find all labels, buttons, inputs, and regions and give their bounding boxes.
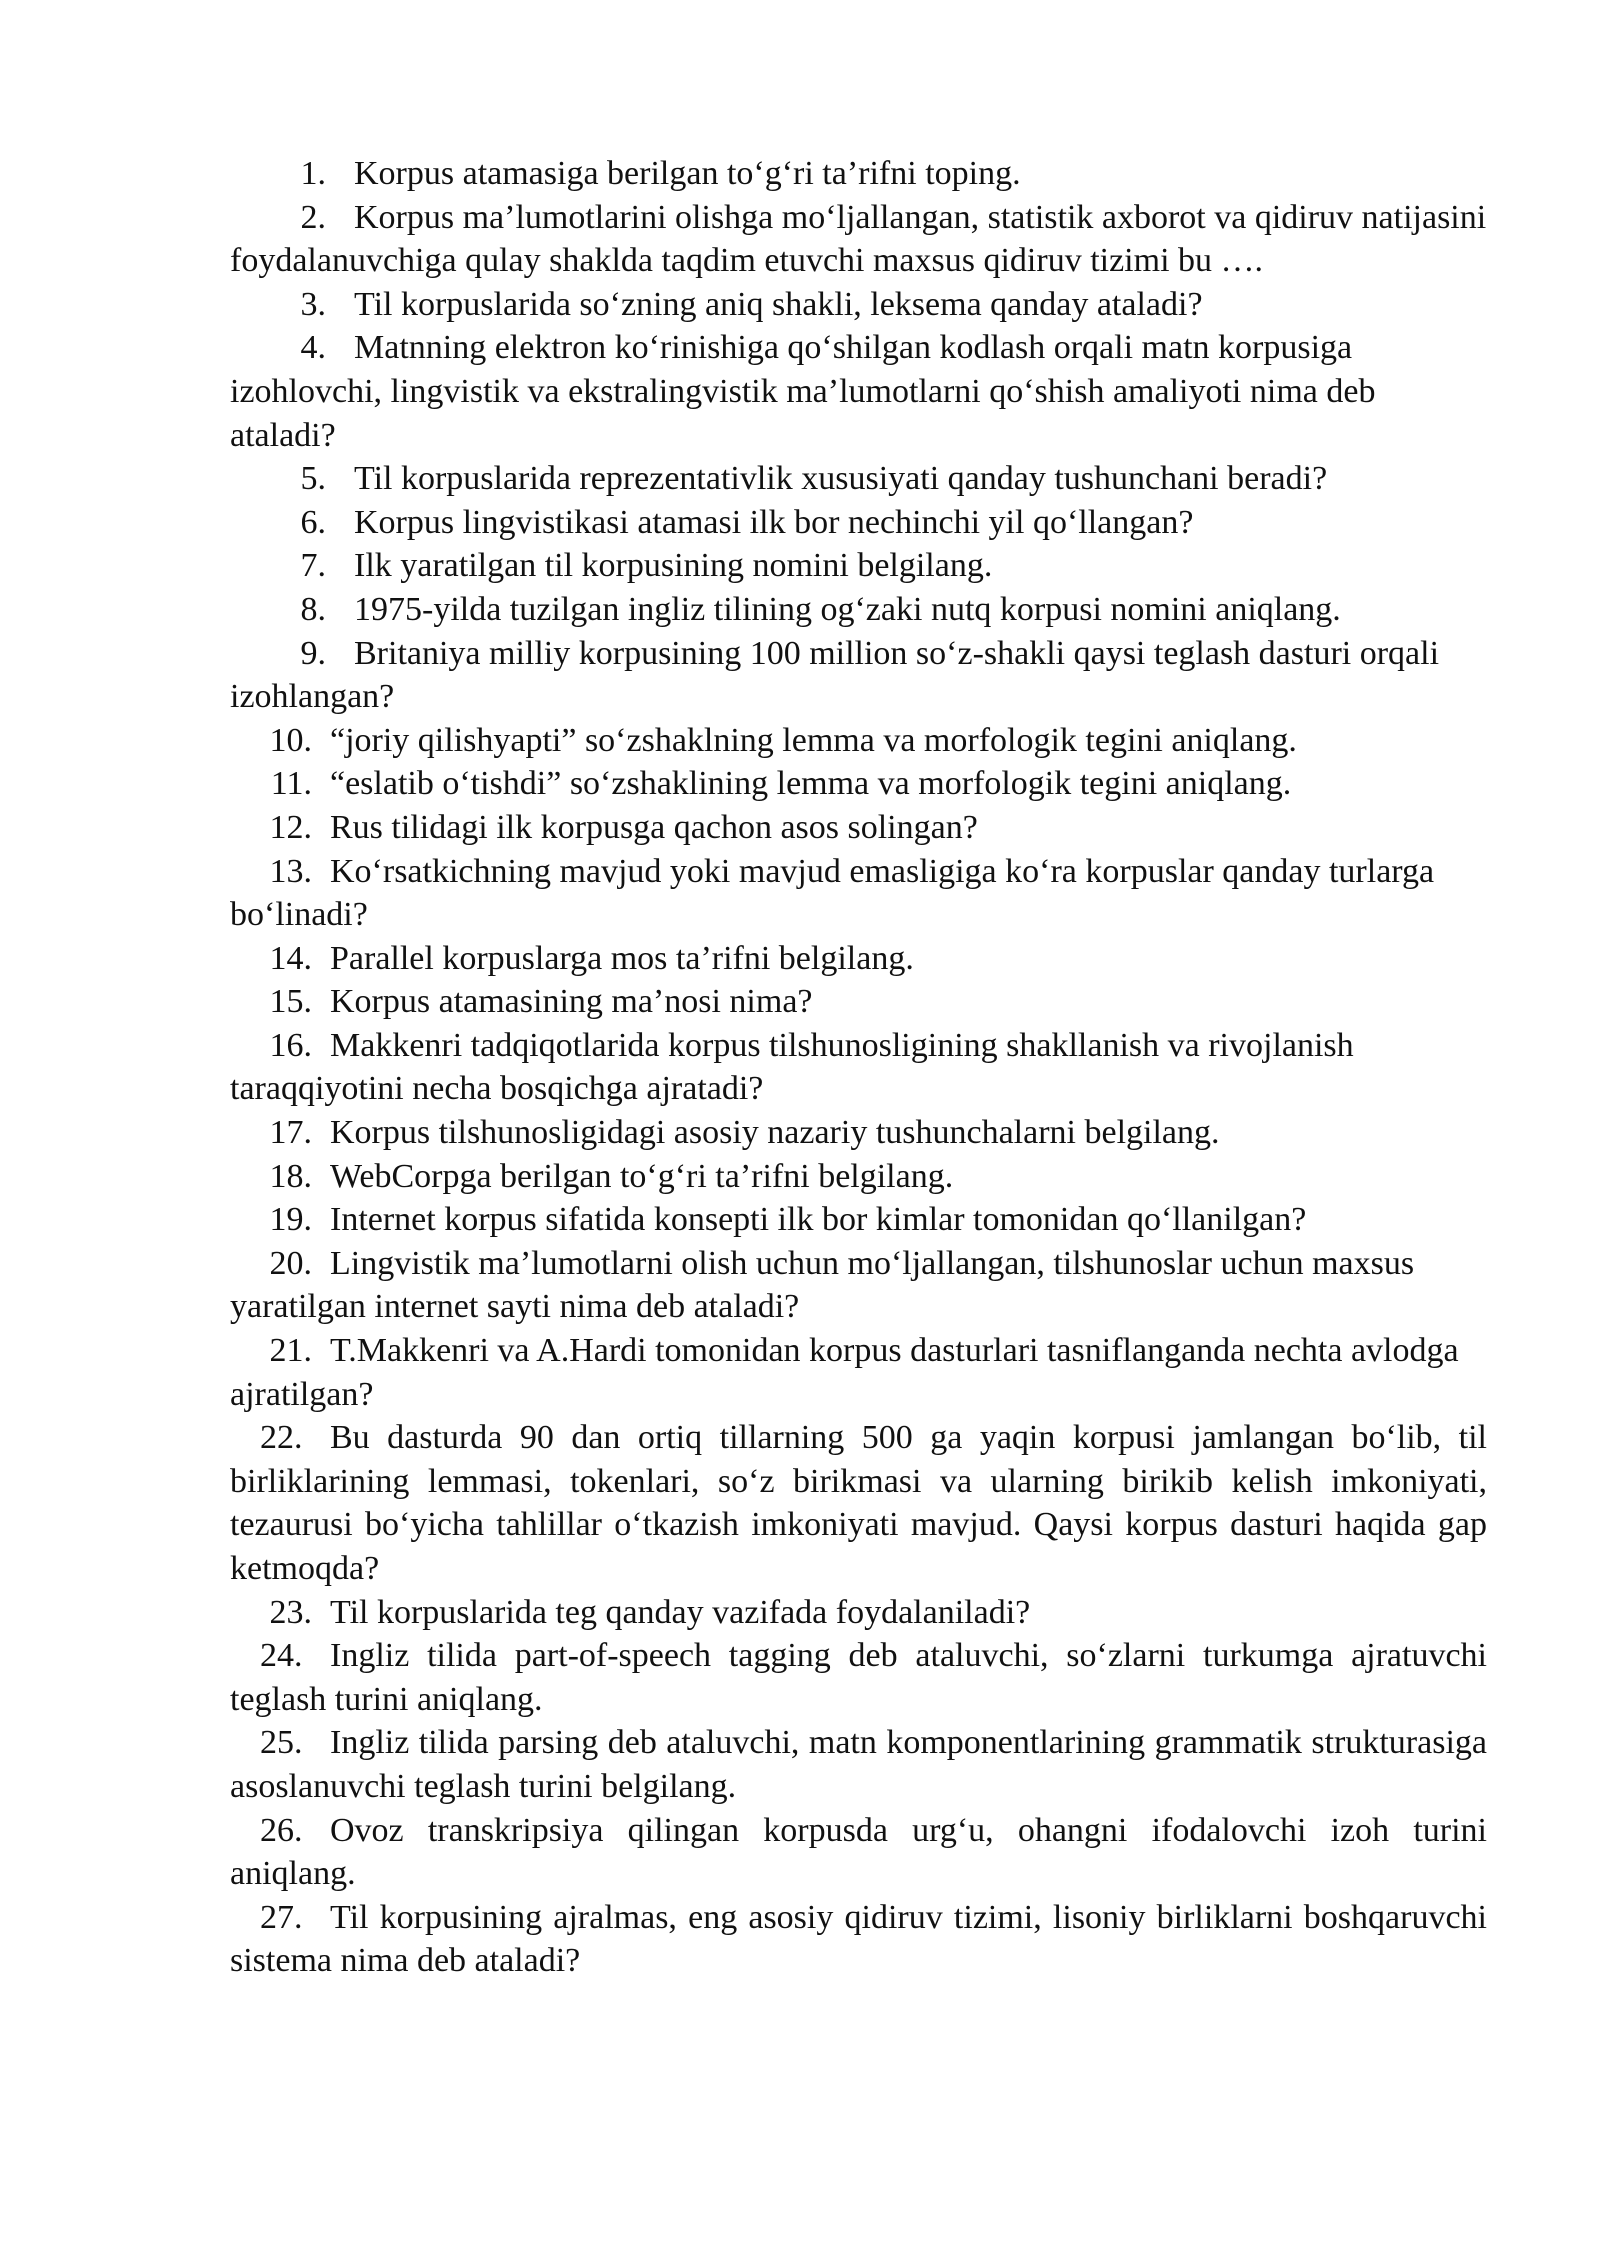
question-item bbox=[230, 806, 1487, 850]
question-number: 24. bbox=[260, 1637, 303, 1675]
question-item bbox=[230, 937, 1487, 981]
question-text: WebCorpga berilgan to‘g‘ri ta’rifni belgilang. bbox=[330, 1157, 954, 1195]
question-text: Korpus tilshunosligidagi asosiy nazariy tushunchalarni belgilang. bbox=[330, 1114, 1220, 1152]
question-item bbox=[230, 1329, 1487, 1416]
question-item bbox=[230, 1242, 1487, 1329]
question-text: 1975-yilda tuzilgan ingliz tilining og‘zaki nutq korpusi nomini aniqlang. bbox=[354, 590, 1341, 628]
question-text: Korpus atamasiga berilgan to‘g‘ri ta’rifni toping. bbox=[354, 155, 1021, 192]
question-item bbox=[230, 152, 1487, 196]
question-number: 16. bbox=[269, 1026, 312, 1064]
question-number: 11. bbox=[270, 765, 312, 803]
question-number: 6. bbox=[300, 503, 326, 541]
question-item bbox=[230, 980, 1487, 1024]
question-text: Ilk yaratilgan til korpusining nomini belgilang. bbox=[354, 547, 993, 585]
question-item bbox=[230, 544, 1487, 588]
question-text: Parallel korpuslarga mos ta’rifni belgilang. bbox=[330, 939, 914, 977]
question-text: Ko‘rsatkichning mavjud yoki mavjud emasligiga ko‘ra korpuslar qanday turlarga bo‘linadi? bbox=[230, 852, 1435, 934]
question-number: 12. bbox=[269, 808, 312, 846]
question-item bbox=[230, 501, 1487, 545]
question-number: 13. bbox=[269, 852, 312, 890]
question-number: 22. bbox=[260, 1419, 303, 1457]
question-text: Korpus atamasining ma’nosi nima? bbox=[330, 983, 813, 1021]
question-number: 23. bbox=[269, 1593, 312, 1631]
question-text: Til korpuslarida so‘zning aniq shakli, leksema qanday ataladi? bbox=[354, 285, 1203, 323]
question-item bbox=[230, 1721, 1487, 1808]
question-number: 21. bbox=[269, 1332, 312, 1370]
question-number: 2. bbox=[300, 198, 326, 236]
question-number: 3. bbox=[300, 285, 326, 323]
question-item bbox=[230, 1591, 1487, 1635]
question-item bbox=[230, 326, 1487, 457]
question-number: 25. bbox=[260, 1724, 303, 1762]
question-text: Ingliz tilida part-of-speech tagging deb ataluvchi, so‘zlarni turkumga ajratuvchi teglash turini aniqlang. bbox=[230, 1637, 1487, 1718]
question-text: Korpus lingvistikasi atamasi ilk bor nechinchi yil qo‘llangan? bbox=[354, 503, 1194, 541]
question-item bbox=[230, 283, 1487, 327]
question-text: “joriy qilishyapti” so‘zshaklning lemma va morfologik tegini aniqlang. bbox=[330, 721, 1297, 759]
question-number: 18. bbox=[269, 1157, 312, 1195]
question-item bbox=[230, 1155, 1487, 1199]
question-item bbox=[230, 1634, 1487, 1721]
question-text: Bu dasturda 90 dan ortiq tillarning 500 ga yaqin korpusi jamlangan bo‘lib, til birliklarining lemmasi, tokenlari, so‘z birikmasi va ularning birikib kelish imkoniyati, tezaurusi bo‘yicha tahlillar o‘tkazish imkoniyati mavjud. Qaysi korpus dasturi haqida gap ketmoqda? bbox=[230, 1419, 1487, 1587]
question-item bbox=[230, 1024, 1487, 1111]
question-item bbox=[230, 1416, 1487, 1590]
question-text: Rus tilidagi ilk korpusga qachon asos solingan? bbox=[330, 808, 978, 846]
question-text: Matnning elektron ko‘rinishiga qo‘shilgan kodlash orqali matn korpusiga izohlovchi, lingvistik va ekstralingvistik ma’lumotlarni qo‘shish amaliyoti nima deb ataladi? bbox=[230, 329, 1376, 454]
question-item bbox=[230, 762, 1487, 806]
question-item bbox=[230, 850, 1487, 937]
question-list bbox=[230, 152, 1487, 1983]
question-text: T.Makkenri va A.Hardi tomonidan korpus dasturlari tasniflanganda nechta avlodga ajratilgan? bbox=[230, 1332, 1459, 1413]
question-item bbox=[230, 1111, 1487, 1155]
question-text: Ingliz tilida parsing deb ataluvchi, matn komponentlarining grammatik strukturasiga asoslanuvchi teglash turini belgilang. bbox=[230, 1724, 1487, 1805]
question-text: Makkenri tadqiqotlarida korpus tilshunosligining shakllanish va rivojlanish taraqqiyotini necha bosqichga ajratadi? bbox=[230, 1026, 1354, 1108]
question-number: 9. bbox=[300, 634, 326, 672]
question-text: Korpus ma’lumotlarini olishga mo‘ljallangan, statistik axborot va qidiruv natijasini foydalanuvchiga qulay shaklda taqdim etuvchi maxsus qidiruv tizimi bu …. bbox=[230, 198, 1487, 280]
question-number: 14. bbox=[269, 939, 312, 977]
question-item bbox=[230, 719, 1487, 763]
question-text: Til korpusining ajralmas, eng asosiy qidiruv tizimi, lisoniy birliklarni boshqaruvchi sistema nima deb ataladi? bbox=[230, 1898, 1487, 1980]
question-number: 15. bbox=[269, 983, 312, 1021]
question-item bbox=[230, 196, 1487, 283]
question-number: 1. bbox=[300, 155, 326, 192]
question-number: 5. bbox=[300, 460, 326, 498]
question-number: 7. bbox=[300, 547, 326, 585]
question-number: 4. bbox=[300, 329, 326, 367]
question-number: 26. bbox=[260, 1811, 303, 1849]
question-item bbox=[230, 1896, 1487, 1983]
question-text: Til korpuslarida teg qanday vazifada foydalaniladi? bbox=[330, 1593, 1031, 1631]
question-number: 17. bbox=[269, 1114, 312, 1152]
question-text: “eslatib o‘tishdi” so‘zshaklining lemma va morfologik tegini aniqlang. bbox=[330, 765, 1292, 803]
question-number: 10. bbox=[269, 721, 312, 759]
question-text: Britaniya milliy korpusining 100 million so‘z-shakli qaysi teglash dasturi orqali izohlangan? bbox=[230, 634, 1440, 716]
question-text: Internet korpus sifatida konsepti ilk bor kimlar tomonidan qo‘llanilgan? bbox=[330, 1201, 1307, 1239]
question-item bbox=[230, 588, 1487, 632]
question-item bbox=[230, 457, 1487, 501]
question-item bbox=[230, 1809, 1487, 1896]
question-item bbox=[230, 1198, 1487, 1242]
question-item bbox=[230, 632, 1487, 719]
question-number: 8. bbox=[300, 590, 326, 628]
question-text: Til korpuslarida reprezentativlik xususiyati qanday tushunchani beradi? bbox=[354, 460, 1328, 498]
question-number: 20. bbox=[269, 1244, 312, 1282]
question-text: Lingvistik ma’lumotlarni olish uchun mo‘ljallangan, tilshunoslar uchun maxsus yaratilgan internet sayti nima deb ataladi? bbox=[230, 1244, 1415, 1326]
question-number: 19. bbox=[269, 1201, 312, 1239]
question-text: Ovoz transkripsiya qilingan korpusda urg‘u, ohangni ifodalovchi izoh turini aniqlang. bbox=[230, 1811, 1487, 1893]
question-number: 27. bbox=[260, 1898, 303, 1936]
